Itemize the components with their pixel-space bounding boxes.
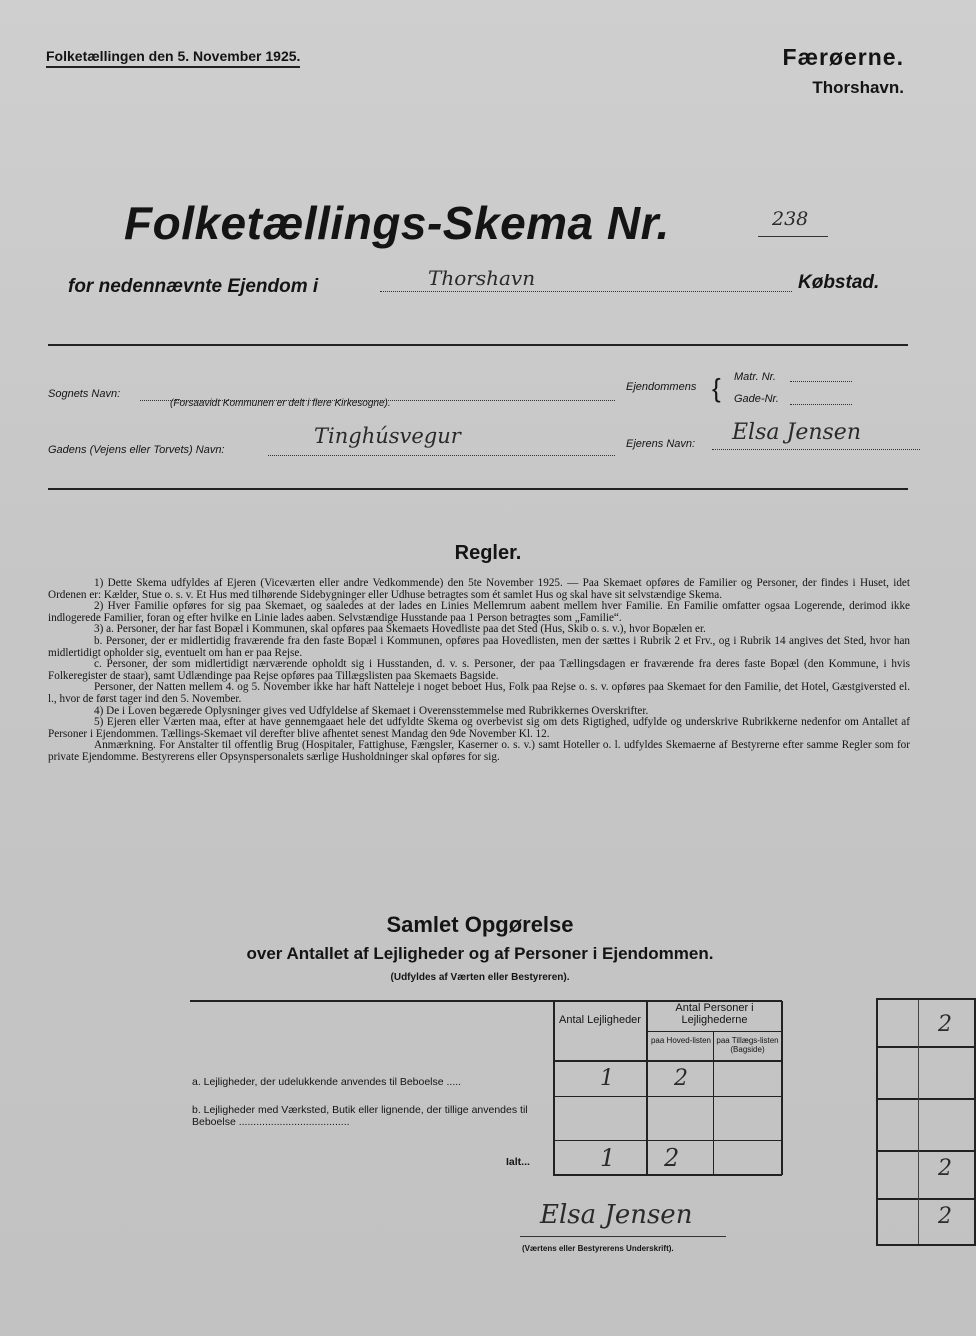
property-town-value: Thorshavn — [428, 266, 536, 290]
rule-5: 5) Ejeren eller Værten maa, efter at have gennemgaaet hele det udfyldte Skema og overbevist sig om dets Rigtighed, udfylde og underskrive Rubrikkerne nedenfor om Antallet af Personer i Ejendommen. Tællings-Skemaet vil derefter blive afhentet senest Mandag den 9de November Kl. 12. — [48, 716, 910, 740]
col-supplement-header: paa Tillægs-listen (Bagside) — [716, 1036, 779, 1054]
form-number-line — [758, 236, 828, 237]
property-label: for nedennævnte Ejendom i — [68, 276, 319, 297]
row-a-label: a. Lejligheder, der udelukkende anvendes til Beboelse ..... — [192, 1076, 462, 1088]
col-apartments-header: Antal Lejligheder — [559, 1014, 641, 1026]
summary-bottom-rule — [553, 1174, 782, 1176]
owner-label: Ejerens Navn: — [626, 438, 696, 450]
street-label: Gadens (Vejens eller Torvets) Navn: — [48, 444, 225, 456]
tally-value-3: 2 — [938, 1204, 952, 1229]
summary-title: Samlet Opgørelse — [386, 912, 574, 937]
col-persons-header: Antal Personer i Lejlighederne — [675, 1002, 754, 1026]
street-nr-line — [790, 403, 852, 405]
divider-top — [48, 344, 908, 346]
street-line — [268, 454, 615, 456]
property-line — [380, 290, 792, 292]
col-divider-4 — [781, 1001, 783, 1175]
tally-rule-4 — [878, 1198, 974, 1200]
region-title: Færøerne. — [782, 44, 904, 70]
summary-note: (Udfyldes af Værten eller Bestyreren). — [390, 972, 570, 983]
tally-value-1: 2 — [938, 1012, 952, 1037]
estate-label: Ejendommens — [626, 381, 697, 393]
town-subtitle: Thorshavn. — [812, 78, 904, 97]
col-divider-1 — [553, 1001, 555, 1175]
col-main-list-header: paa Hoved-listen — [650, 1036, 712, 1045]
total-apartments: 1 — [600, 1144, 616, 1172]
col-divider-2 — [646, 1001, 648, 1175]
row-b-label: b. Lejligheder med Værksted, Butik eller lignende, der tillige anvendes til Beboelse ...................................... — [192, 1104, 528, 1128]
total-label: Ialt... — [506, 1156, 530, 1168]
rule-3-note: Personer, der Natten mellem 4. og 5. November ikke har haft Natteleje i noget beboet Hus, Folk paa Rejse o. s. v. opføres paa Skemaet for den Familie, det Hotel, Gæstgiversted el. l., hvor de først tager ind den 5. November. — [48, 681, 910, 705]
tally-divider — [918, 1000, 919, 1244]
rule-4: 4) De i Loven begærede Oplysninger gives ved Udfyldelse af Skemaet i Overensstemmelse med Rubrikkernes Overskrifter. — [94, 704, 649, 717]
rule-3c: c. Personer, der som midlertidigt nærværende opholdt sig i Husstanden, d. v. s. Personer, der paa Tællingsdagen er fraværende fra deres faste Bopæl (den Kommune, i hvis Folkeregister de staar), samt Udlændinge paa Rejse opføres paa Tillægslisten paa Skemaets Bagside. — [48, 658, 910, 682]
rules-text — [48, 578, 910, 764]
matr-nr-line — [790, 380, 852, 382]
tally-box — [876, 998, 976, 1246]
form-number-value: 238 — [772, 208, 809, 230]
census-date-header: Folketællingen den 5. November 1925. — [46, 48, 300, 68]
rule-1: 1) Dette Skema udfyldes af Ejeren (Viceværten eller andre Vedkommende) den 5te November 1925. — Paa Skemaet opføres de Familier og Personer, der findes i Huset, idet Ordenen er: Kælder, Stue o. s. v. Et Hus med tilhørende Sidebygninger eller Udhuse betragtes som ét samlet Hus og skal have sit selvstændige Skema. — [48, 577, 910, 601]
form-title: Folketællings-Skema Nr. — [124, 197, 670, 249]
subheader-rule — [648, 1031, 781, 1032]
row-a-persons: 2 — [674, 1066, 688, 1091]
signature-caption: (Værtens eller Bestyrerens Underskrift). — [522, 1244, 674, 1253]
tally-value-2: 2 — [938, 1156, 952, 1181]
row-b-rule — [553, 1140, 782, 1141]
tally-rule-3 — [878, 1150, 974, 1152]
rule-3a: 3) a. Personer, der har fast Bopæl i Kommunen, skal opføres paa Skemaets Hovedliste paa det Sted (Hus, Skib o. s. v.), hvor Bopælen er. — [94, 623, 706, 636]
signature: Elsa Jensen — [540, 1200, 693, 1230]
owner-value: Elsa Jensen — [732, 420, 861, 445]
estate-brace: { — [712, 373, 721, 403]
row-a-rule — [553, 1096, 782, 1097]
owner-line — [712, 448, 920, 450]
summary-subtitle: over Antallet af Lejligheder og af Personer i Ejendommen. — [246, 944, 714, 963]
parish-note: (Forsaavidt Kommunen er delt i flere Kirkesogne). — [170, 398, 391, 409]
header-bottom-rule — [553, 1060, 782, 1062]
rule-3b: b. Personer, der er midlertidig fraværende fra den faste Bopæl i Kommunen, opføres paa Hovedlisten, men der sættes i Rubrik 2 et Frv., og i Rubrik 14 angives det Sted, hvor han midlertidigt opholder sig, eventuelt om han er paa Rejse. — [48, 634, 910, 659]
street-value: Tinghúsvegur — [314, 424, 461, 448]
street-nr-label: Gade-Nr. — [734, 393, 779, 405]
rule-remark: Anmærkning. For Anstalter til offentlig Brug (Hospitaler, Fattighuse, Fængsler, Kaserner o. s. v.) samt Hoteller o. l. udfyldes Skemaerne af Bestyrerne efter samme Regler som for private Ejendomme. Bestyrerens eller Opsynspersonalets særlige Husholdninger skal opføres for sig. — [48, 739, 910, 763]
matr-nr-label: Matr. Nr. — [734, 371, 776, 383]
tally-rule-2 — [878, 1098, 974, 1100]
divider-bottom — [48, 488, 908, 490]
tally-rule-1 — [878, 1046, 974, 1048]
property-type-label: Købstad. — [798, 272, 880, 293]
row-a-apartments: 1 — [600, 1066, 614, 1091]
rules-heading: Regler. — [454, 542, 522, 564]
total-persons: 2 — [664, 1144, 680, 1172]
parish-label: Sognets Navn: — [48, 388, 121, 400]
signature-line — [520, 1236, 726, 1237]
rule-2: 2) Hver Familie opføres for sig paa Skemaet, og saaledes at der lades en Linies Mellemrum aabent mellem hver Familie. En Familie omfatter ogsaa Logerende, derimod ikke indlogerede Familier, foran og efter hvilke en Linie lades aaben. Selvstændige Husstande paa 1 Person betragtes som „Familie“. — [48, 600, 910, 624]
